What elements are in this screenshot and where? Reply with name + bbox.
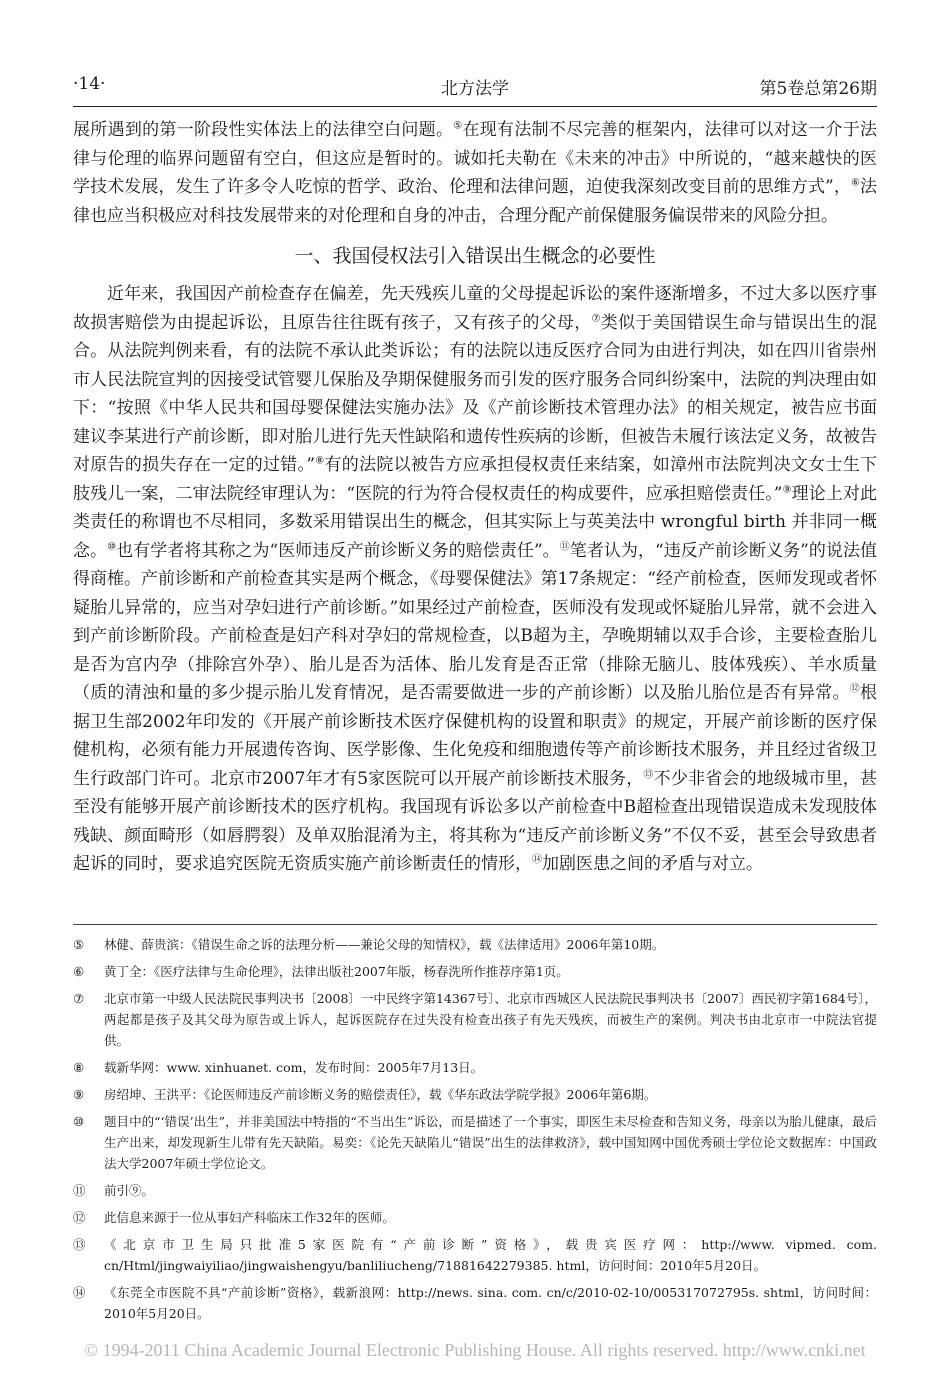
footnote-divider	[73, 924, 877, 925]
intro-text-1: 展所遇到的第一阶段性实体法上的法律空白问题。	[73, 120, 454, 140]
main-text-2: 类似于美国错误生命与错误出生的混合。从法院判例来看，有的法院不承认此类诉讼；有的法院以违反医疗合同为由进行判决，如在四川省崇州市人民法院宣判的因接受试管婴儿保胎及孕期保健服务而引发的医疗服务合同纠纷案中，法院的判决理由如下：“按照《中华人民共和国母婴保健法实施办法》及《产前诊断技术管理办法》的相关规定，被告应书面建议李某进行产前诊断，即对胎儿进行先天性缺陷和遗传性疾病的诊断，但被告未履行该法定义务，故被告对原告的损失存在一定的过错。”	[73, 312, 877, 475]
footnote-item	[73, 988, 877, 1051]
footnote-ref-12[interactable]: ⑫	[849, 683, 861, 695]
journal-title: 北方法学	[441, 79, 509, 99]
footnote-item	[73, 1057, 877, 1078]
footnote-ref-5[interactable]: ⑤	[453, 120, 463, 132]
footnote-mark: ⑧	[73, 1060, 85, 1075]
footnote-item	[73, 934, 877, 955]
running-header	[73, 74, 877, 102]
footnote-ref-6[interactable]: ⑥	[850, 177, 860, 189]
footnote-text: 前引⑨。	[104, 1183, 155, 1198]
header-rule	[73, 106, 877, 107]
footnote-text: 房绍坤、王洪平：《论医师违反产前诊断义务的赔偿责任》，载《华东政法学院学报》2006年第6期。	[104, 1087, 657, 1102]
main-text-6: 笔者认为，“违反产前诊断义务”的说法值得商榷。产前诊断和产前检查其实是两个概念，《母婴保健法》第17条规定：“经产前检查，医师发现或者怀疑胎儿异常的，应当对孕妇进行产前诊断。”如果经过产前检查，医师没有发现或怀疑胎儿异常，就不会进入到产前诊断阶段。产前检查是妇产科对孕妇的常规检查，以B超为主，孕晚期辅以双手合诊，主要检查胎儿是否为宫内孕（排除宫外孕）、胎儿是否为活体、胎儿发育是否正常（排除无脑儿、肢体残疾）、羊水质量（质的清浊和量的多少提示胎儿发育情况，是否需要做进一步的产前诊断）以及胎儿胎位是否有异常。	[73, 540, 877, 703]
footnote-item	[73, 1207, 877, 1228]
main-text-7: 根据卫生部2002年印发的《开展产前诊断技术医疗保健机构的设置和职责》的规定，开展产前诊断的医疗保健机构，必须有能力开展遗传咨询、医学影像、生化免疫和细胞遗传等产前诊断技术服务，并且经过省级卫生行政部门许可。北京市2007年才有5家医院可以开展产前诊断技术服务，	[73, 683, 878, 789]
intro-paragraph	[73, 116, 877, 230]
footnote-mark: ⑫	[73, 1210, 86, 1225]
footnote-ref-14[interactable]: ⑭	[532, 854, 542, 866]
footnote-mark: ⑦	[73, 991, 85, 1006]
main-text-9: 加剧医患之间的矛盾与对立。	[542, 854, 763, 874]
issue-info: 第5卷总第26期	[759, 79, 877, 99]
main-text-8: 不少非省会的地级城市里，甚至没有能够开展产前诊断技术的医疗机构。我国现有诉讼多以产前检查中B超检查出现错误造成未发现肢体残缺、颜面畸形（如唇腭裂）及单双胎混淆为主，将其称为“违反产前诊断义务”不仅不妥，甚至会导致患者起诉的同时，要求追究医院无资质实施产前诊断责任的情形，	[73, 768, 877, 874]
footnote-item	[73, 1180, 877, 1201]
footnote-text: 《北京市卫生局只批准5家医院有“产前诊断”资格》，载贵宾医疗网：http://www. vipmed. com. cn/Html/jingwaiyiliao/jingwaishengyu/banliliucheng/71881642279385. html，访问时间：2010年5月20日。	[104, 1237, 877, 1273]
footnote-text: 林健、薛贵滨：《错误生命之诉的法理分析——兼论父母的知情权》，载《法律适用》2006年第10期。	[104, 937, 665, 952]
main-paragraph	[73, 280, 877, 879]
section-heading: 一、我国侵权法引入错误出生概念的必要性	[294, 245, 656, 267]
main-text-3: 有的法院以被告方应承担侵权责任来结案，如漳州市法院判决文女士生下肢残儿一案，二审法院经审理认为：“医院的行为符合侵权责任的构成要件，应承担赔偿责任。”	[73, 455, 877, 504]
footnote-ref-9[interactable]: ⑨	[782, 483, 792, 495]
intro-text-3: 法律也应当积极应对科技发展带来的对伦理和自身的冲击，合理分配产前保健服务偏误带来的风险分担。	[73, 177, 877, 226]
footnote-mark: ⑩	[73, 1114, 85, 1129]
footnote-item	[73, 961, 877, 982]
footnote-ref-8[interactable]: ⑧	[315, 455, 325, 467]
page-number: ·14·	[73, 74, 106, 94]
footnote-item	[73, 1111, 877, 1174]
footnote-mark: ⑭	[73, 1285, 86, 1300]
copyright-notice: © 1994-2011 China Academic Journal Electronic Publishing House. All rights reserved. http://www.cnki.net	[84, 1340, 866, 1360]
intro-text-2: 在现有法制不尽完善的框架内，法律可以对这一介于法律与伦理的临界问题留有空白，但这应是暂时的。诚如托夫勒在《未来的冲击》中所说的，“越来越快的医学技术发展，发生了许多令人吃惊的哲学、政治、伦理和法律问题，迫使我深刻改变目前的思维方式”，	[73, 120, 877, 197]
footnote-mark: ⑤	[73, 937, 85, 952]
article-body	[73, 116, 877, 879]
footnote-ref-10[interactable]: ⑩	[107, 540, 117, 552]
footnote-mark: ⑬	[73, 1237, 86, 1252]
main-text-5: 也有学者将其称之为“医师违反产前诊断义务的赔偿责任”。	[116, 540, 560, 561]
footnote-text: 北京市第一中级人民法院民事判决书〔2008〕一中民终字第14367号〕、北京市西城区人民法院民事判决书〔2007〕西民初字第1684号〕，两起都是孩子及其父母为原告或上诉人，起诉医院存在过失没有检查出孩子有先天残疾，而被生产的案例。判决书由北京市一中院法官提供。	[104, 991, 877, 1048]
footnote-text: 载新华网：www. xinhuanet. com，发布时间：2005年7月13日。	[104, 1060, 484, 1075]
footnote-text: 《东莞全市医院不具“产前诊断”资格》，载新浪网：http://news. sina. com. cn/c/2010-02-10/005317072795s. shtml，访问时间：2010年5月20日。	[104, 1285, 877, 1321]
footnote-ref-7[interactable]: ⑦	[591, 312, 601, 324]
footnote-text: 题目中的“‘错误’出生”，并非美国法中特指的“不当出生”诉讼，而是描述了一个事实，即医生未尽检查和告知义务，母亲以为胎儿健康，最后生产出来，却发现新生儿带有先天缺陷。易奕：《论先天缺陷儿“错误”出生的法律救济》，载中国知网中国优秀硕士学位论文数据库：中国政法大学2007年硕士学位论文。	[104, 1114, 877, 1171]
main-text-4: 理论上对此类责任的称谓也不尽相同，多数采用错误出生的概念，但其实际上与英美法中 wrongful birth 并非同一概念。	[73, 483, 878, 561]
footnote-mark: ⑥	[73, 964, 85, 979]
footnote-item	[73, 1282, 877, 1324]
main-text-1: 近年来，我国因产前检查存在偏差，先天残疾儿童的父母提起诉讼的案件逐渐增多，不过大多以医疗事故损害赔偿为由提起诉讼，且原告往往既有孩子，又有孩子的父母，	[73, 284, 877, 333]
footnote-item	[73, 1234, 877, 1276]
footnote-ref-13[interactable]: ⑬	[643, 768, 654, 780]
footnote-text: 此信息来源于一位从事妇产科临床工作32年的医师。	[104, 1210, 395, 1225]
footnote-item	[73, 1084, 877, 1105]
footnote-mark: ⑨	[73, 1087, 85, 1102]
footnotes-list	[73, 934, 877, 1330]
footnote-text: 黄丁全：《医疗法律与生命伦理》，法律出版社2007年版，杨春洗所作推荐序第1页。	[104, 964, 569, 979]
footnote-mark: ⑪	[73, 1183, 86, 1198]
footnote-ref-11[interactable]: ⑪	[559, 540, 570, 552]
